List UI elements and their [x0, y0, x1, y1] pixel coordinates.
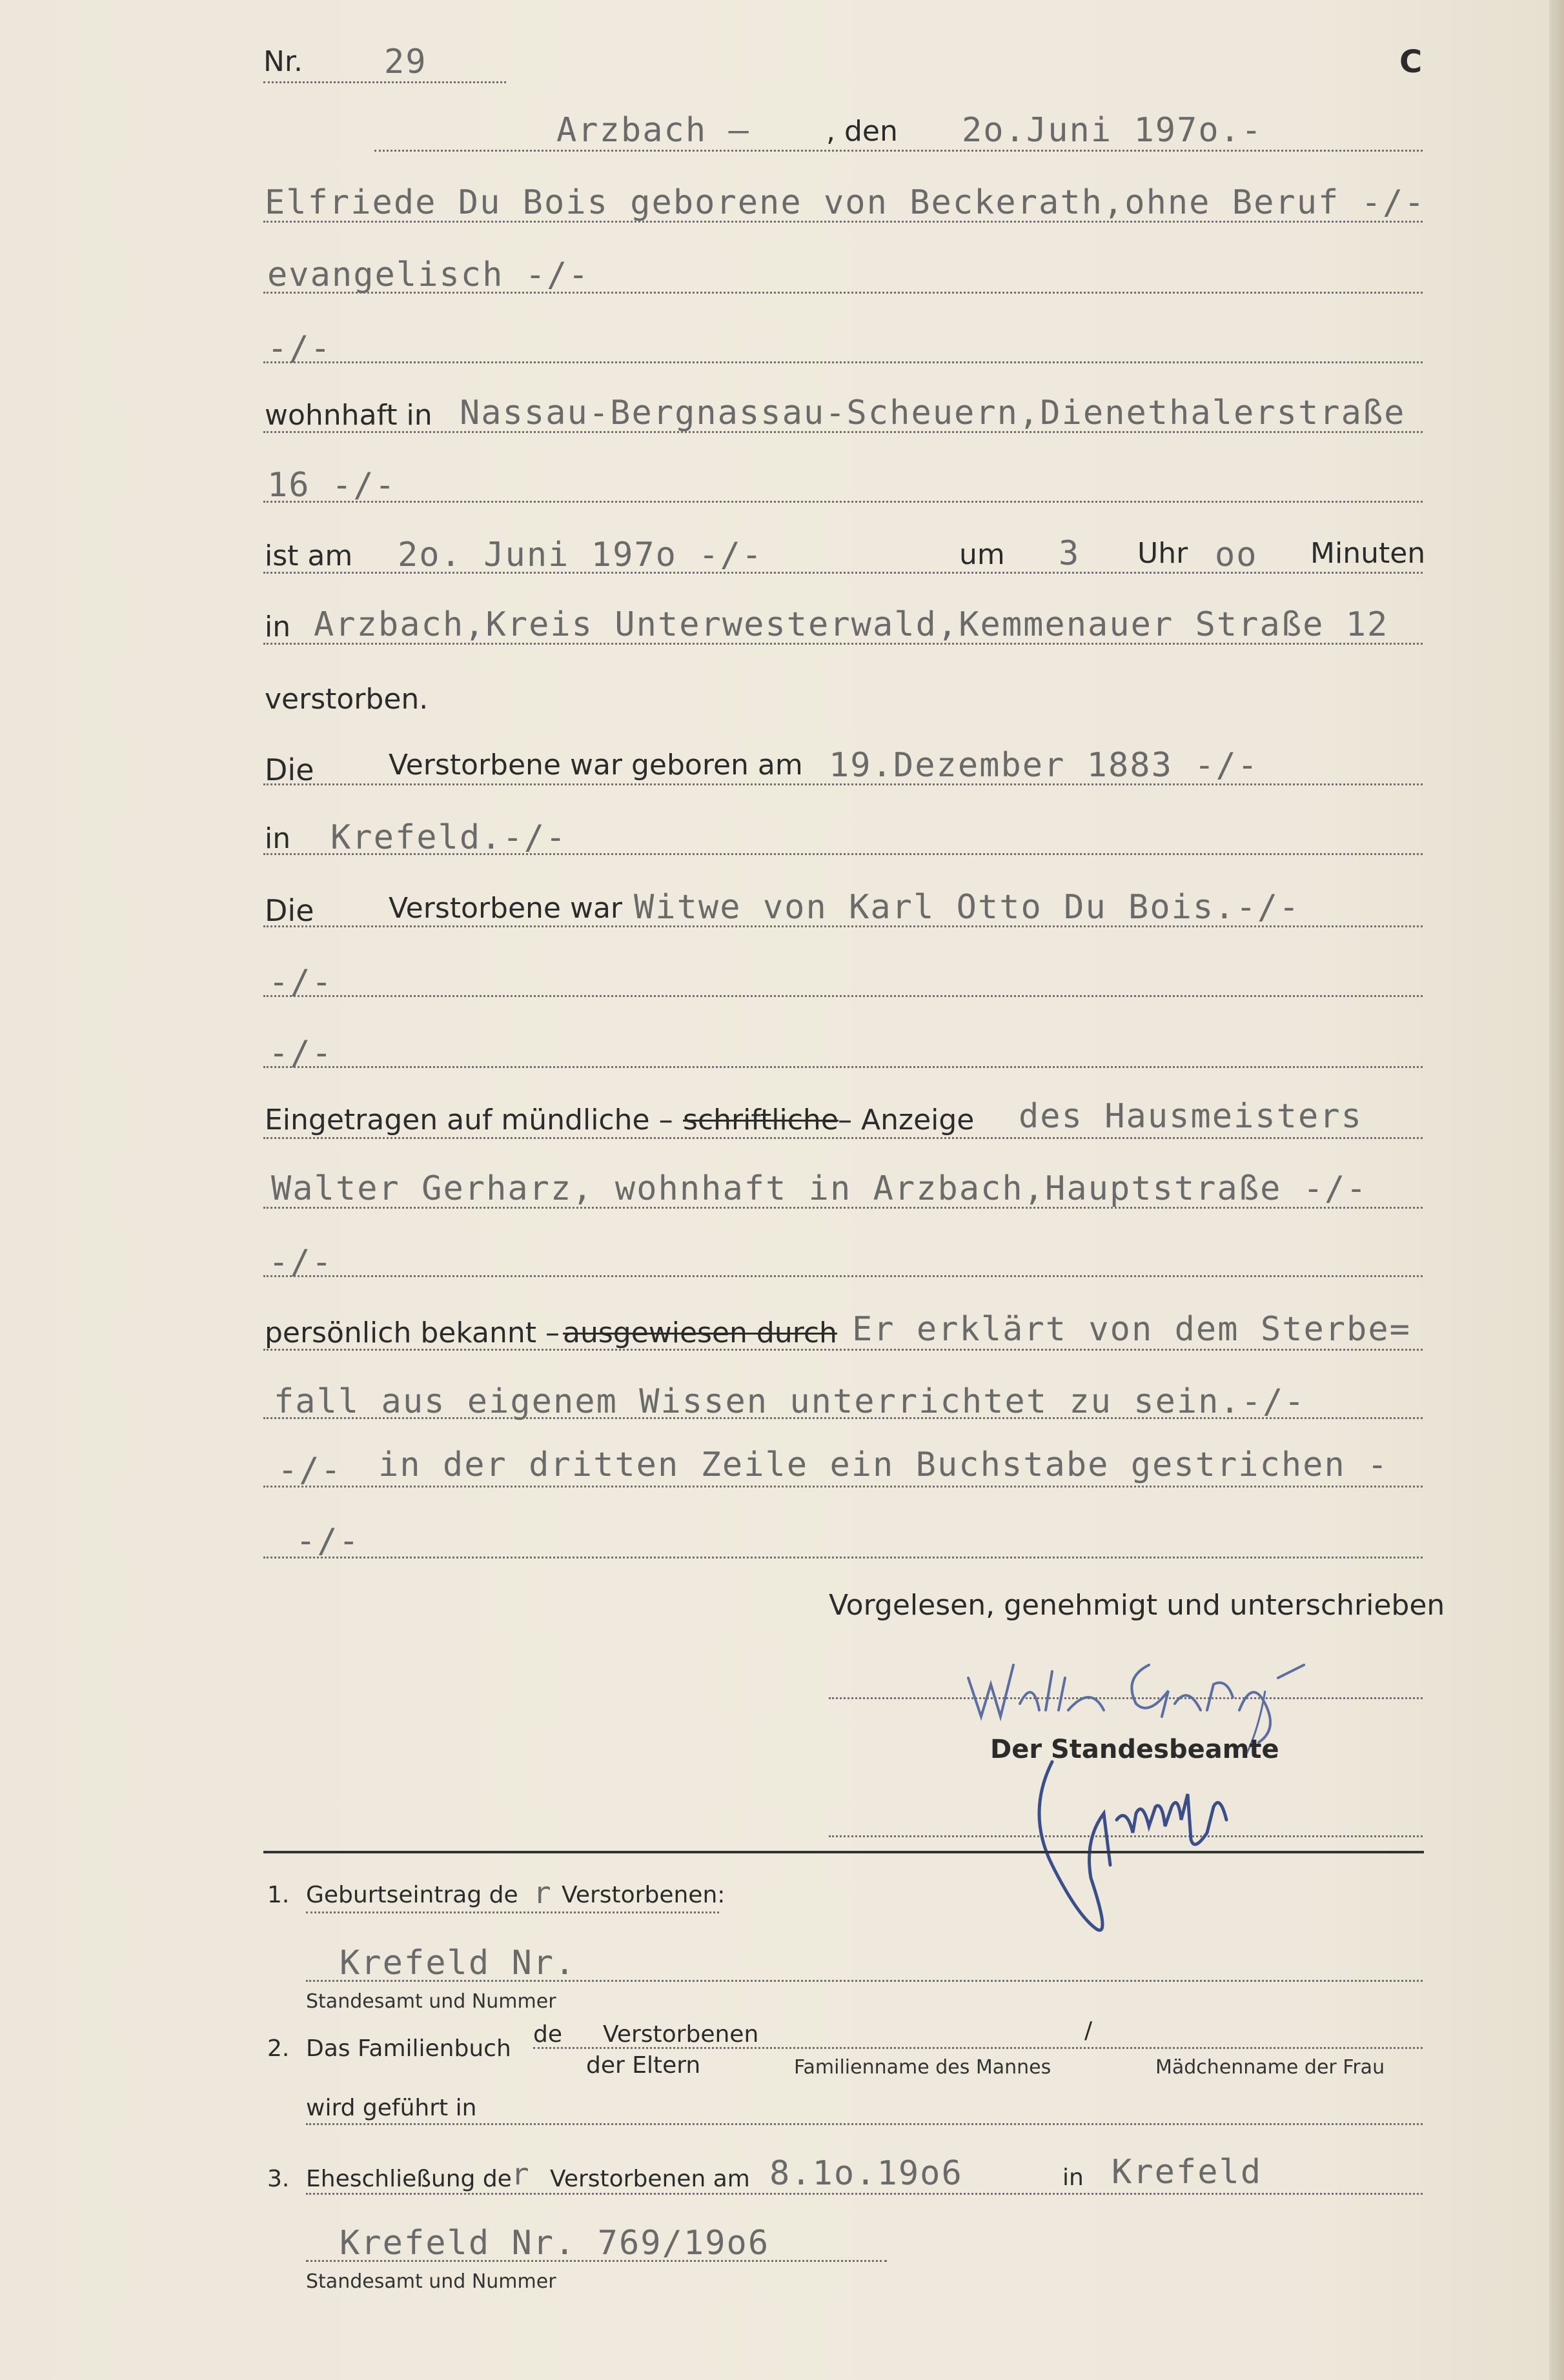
status-label: Verstorbene war: [389, 892, 623, 925]
known-struck: ausgewiesen durch: [563, 1316, 837, 1349]
death-hour: 3: [1059, 534, 1081, 573]
date: 2o.Juni 197o.-: [962, 111, 1263, 150]
read-approved: Vorgelesen, genehmigt und unterschrieben: [829, 1589, 1445, 1622]
item2-verstorbenen: Verstorbenen: [603, 2021, 759, 2048]
birth-date: 19.Dezember 1883 -/-: [829, 746, 1259, 785]
item2-caption-frau: Mädchenname der Frau: [1155, 2056, 1385, 2079]
item3-typed: r: [511, 2157, 531, 2192]
known-value: Er erklärt von dem Sterbe=: [852, 1310, 1411, 1349]
registration-line-3: -/-: [269, 1243, 333, 1282]
item2-de: de: [533, 2021, 562, 2048]
death-in-label: in: [265, 610, 291, 643]
item1-typed: r: [533, 1875, 553, 1910]
form-letter: C: [1399, 44, 1423, 80]
registration-label-b: – Anzeige: [838, 1104, 975, 1136]
residence: Nassau-Bergnassau-Scheuern,Dienethalerstraße: [460, 394, 1406, 432]
known-label: persönlich bekannt –: [265, 1316, 560, 1349]
item3-in: in: [1062, 2164, 1084, 2191]
nr-value: 29: [384, 43, 427, 81]
item3-place: Krefeld: [1112, 2153, 1263, 2192]
registration-line-6a: -/-: [278, 1451, 342, 1489]
item1-number: 1.: [267, 1882, 290, 1908]
uhr-label: Uhr: [1137, 537, 1188, 570]
page-edge: [1549, 0, 1564, 2380]
item1-caption: Standesamt und Nummer: [306, 1990, 556, 2013]
minuten-label: Minuten: [1310, 537, 1426, 570]
item2-label: Das Familienbuch: [306, 2035, 511, 2062]
birth-place: Krefeld.-/-: [330, 818, 567, 857]
item1-value: Krefeld Nr.: [340, 1944, 576, 1982]
item3-label-b: Verstorbenen am: [550, 2166, 750, 2192]
footer-separator: [263, 1851, 1424, 1853]
item3-caption: Standesamt und Nummer: [306, 2270, 556, 2293]
um-label: um: [959, 538, 1005, 571]
registrar-signature: [1013, 1736, 1246, 1942]
birth-in-label: in: [265, 822, 291, 855]
residence-label: wohnhaft in: [265, 399, 432, 432]
item2-slash: /: [1084, 2017, 1093, 2044]
death-place: Arzbach,Kreis Unterwesterwald,Kemmenauer Straße 12: [314, 605, 1389, 644]
nr-line: [263, 81, 506, 83]
religion: evangelisch -/-: [267, 256, 590, 294]
date-line: [374, 150, 1423, 152]
status-line-2: -/-: [269, 1034, 333, 1073]
item1-label-b: Verstorbenen:: [562, 1882, 726, 1908]
den-label: , den: [826, 115, 898, 148]
item2-number: 2.: [267, 2035, 290, 2062]
status-line-1: -/-: [269, 963, 333, 1002]
birth-label: Verstorbene war geboren am: [389, 749, 803, 782]
death-label: ist am: [265, 540, 353, 572]
registration-line-6b: in der dritten Zeile ein Buchstabe gestrichen -: [378, 1446, 1389, 1484]
die-label-2: Die: [265, 893, 314, 928]
die-label: Die: [265, 752, 314, 787]
verstorben-label: verstorben.: [265, 683, 429, 716]
item2-kept: wird geführt in: [306, 2095, 477, 2121]
registration-line-7: -/-: [296, 1522, 360, 1560]
registration-label-a: Eingetragen auf mündliche –: [265, 1104, 673, 1136]
item3-label: Eheschließung de: [306, 2166, 512, 2192]
name-line: Elfriede Du Bois geborene von Beckerath,ohne Beruf -/-: [265, 183, 1426, 222]
item2-caption-mann: Familienname des Mannes: [794, 2056, 1051, 2079]
nr-label: Nr.: [263, 45, 303, 78]
item2-eltern: der Eltern: [586, 2052, 701, 2079]
place: Arzbach –: [556, 111, 750, 150]
item3-value: Krefeld Nr. 769/19o6: [340, 2224, 770, 2263]
item3-date: 8.1o.19o6: [769, 2154, 963, 2193]
registration-line-5: fall aus eigenem Wissen unterrichtet zu sein.-/-: [274, 1382, 1306, 1421]
extra-line: -/-: [267, 329, 332, 368]
item1-label: Geburtseintrag de: [306, 1882, 518, 1908]
registrar-label: Der Standesbeamte: [990, 1735, 1279, 1764]
registration-struck: schriftliche: [683, 1104, 838, 1136]
registration-line-2: Walter Gerharz, wohnhaft in Arzbach,Hauptstraße -/-: [271, 1169, 1368, 1208]
registration-value: des Hausmeisters: [1019, 1097, 1363, 1136]
status-value: Witwe von Karl Otto Du Bois.-/-: [634, 888, 1301, 927]
item3-number: 3.: [267, 2166, 290, 2192]
death-date: 2o. Juni 197o -/-: [398, 536, 764, 574]
death-minutes: oo: [1215, 536, 1258, 574]
residence-cont: 16 -/-: [267, 466, 396, 505]
